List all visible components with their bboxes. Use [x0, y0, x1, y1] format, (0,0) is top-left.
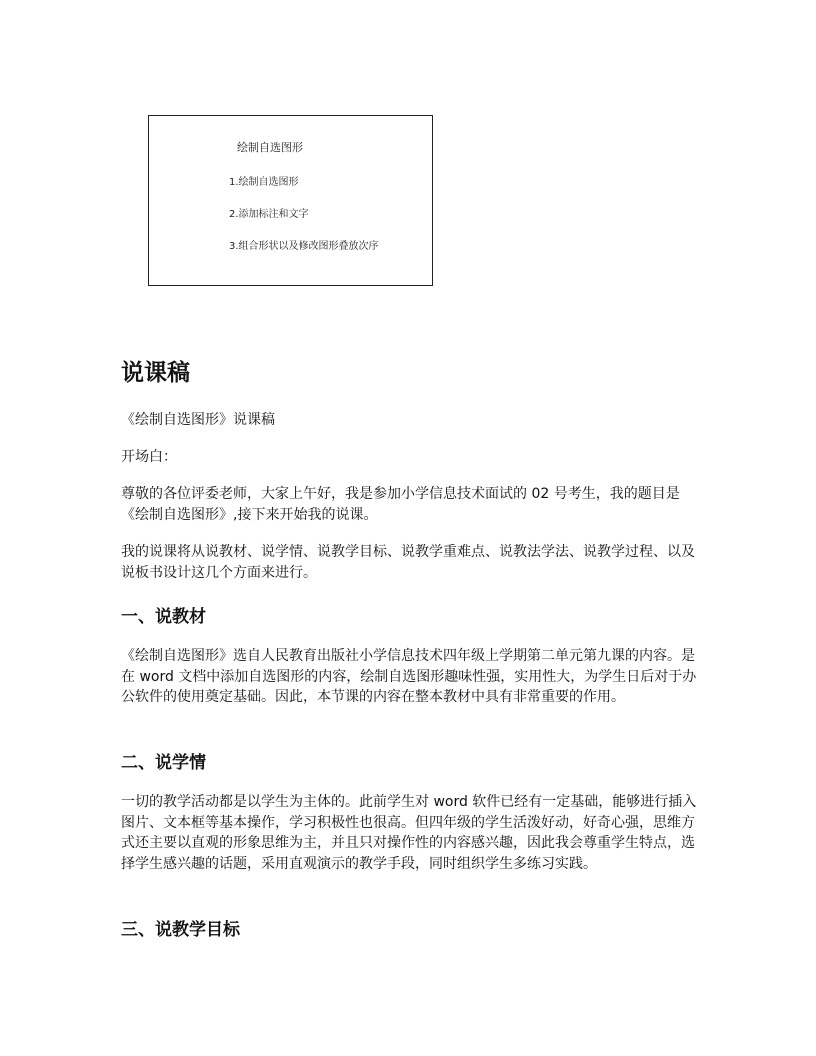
board-title: 绘制自选图形 [237, 141, 303, 154]
intro-paragraph-1: 尊敬的各位评委老师，大家上午好，我是参加小学信息技术面试的 02 号考生，我的题目是《绘制自选图形》,接下来开始我的说课。 [121, 486, 680, 523]
section-body-textbook: 《绘制自选图形》选自人民教育出版社小学信息技术四年级上学期第二单元第九课的内容。是在 word 文档中添加自选图形的内容，绘制自选图形趣味性强，实用性大，为学生日后对于办公软件的使用奠定基础。因此，本节课的内容在整本教材中具有非常重要的作用。 [121, 648, 697, 705]
section-heading-objectives: 三、说教学目标 [121, 920, 240, 940]
document-subtitle: 《绘制自选图形》说课稿 [121, 412, 275, 428]
opening-label: 开场白： [121, 449, 177, 465]
board-item-3: 3.组合形状以及修改图形叠放次序 [229, 241, 379, 252]
board-item-2: 2.添加标注和文字 [229, 209, 309, 220]
blackboard-design-box [148, 115, 433, 286]
document-title: 说课稿 [121, 360, 190, 386]
section-body-students: 一切的教学活动都是以学生为主体的。此前学生对 word 软件已经有一定基础，能够进行插入图片、文本框等基本操作，学习积极性也很高。但四年级的学生活泼好动，好奇心强，思维方式还主要以直观的形象思维为主，并且只对操作性的内容感兴趣，因此我会尊重学生特点，选择学生感兴趣的话题，采用直观演示的教学手段，同时组织学生多练习实践。 [121, 794, 697, 872]
section-heading-students: 二、说学情 [121, 753, 206, 773]
board-item-1: 1.绘制自选图形 [229, 177, 299, 188]
intro-paragraph-2: 我的说课将从说教材、说学情、说教学目标、说教学重难点、说教法学法、说教学过程、以及说板书设计这几个方面来进行。 [121, 544, 695, 581]
section-heading-textbook: 一、说教材 [121, 607, 206, 627]
